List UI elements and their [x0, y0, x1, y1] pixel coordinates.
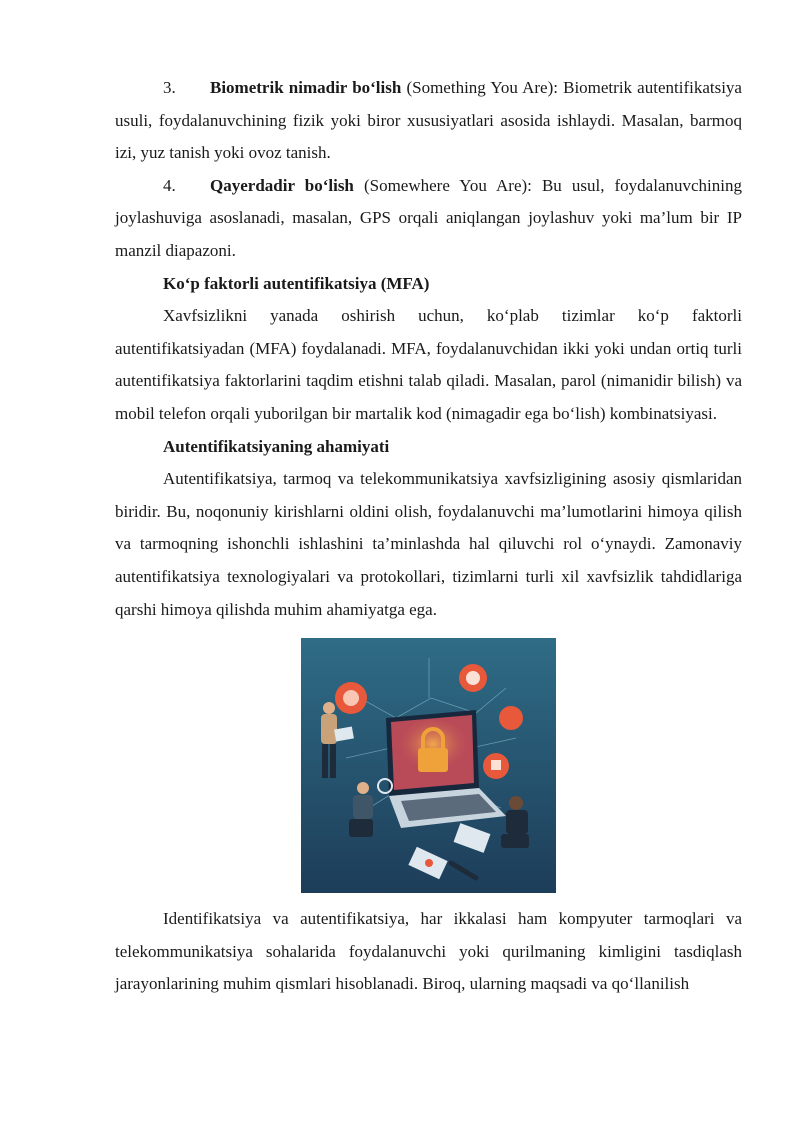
document-page	[115, 72, 742, 1001]
list-number: 3.	[163, 78, 176, 97]
section-heading: Ko‘p faktorli autentifikatsiya (MFA)	[163, 273, 430, 293]
section-paragraph: Xavfsizlikni yanada oshirish uchun, ko‘plab tizimlar ko‘p faktorli autentifikatsiyadan (MFA) foydalanadi. MFA, foydalanuvchidan ikki yoki undan ortiq turli autentifikatsiya faktorlarini taqdim etishni talab qiladi. Masalan, parol (nimanidir bilish) va mobil telefon orqali yuborilgan bir martalik kod (nimagadir ega bo‘lish) kombinatsiyasi.	[115, 306, 742, 423]
list-item	[115, 170, 742, 268]
security-illustration	[301, 638, 556, 893]
list-number: 4.	[163, 175, 176, 195]
lock-icon	[418, 748, 448, 772]
list-item	[115, 72, 742, 170]
closing-paragraph: Identifikatsiya va autentifikatsiya, har ikkalasi ham kompyuter tarmoqlari va telekommunikatsiya sohalarida foydalanuvchi yoki qurilmaning kimligini tasdiqlash jarayonlarining muhim qismlari hisoblanadi. Biroq, ularning maqsadi va qo‘llanilish	[115, 909, 742, 994]
list-text: (Something You Are): Biometrik autentifikatsiya usuli, foydalanuvchining fizik yoki biror xususiyatlari asosida ishlaydi. Masalan, barmoq izi, yuz tanish yoki ovoz tanish.	[115, 78, 742, 163]
list-term: Qayerdadir bo‘lish	[210, 175, 354, 195]
list-text: (Somewhere You Are): Bu usul, foydalanuvchining joylashuviga asoslanadi, masalan, GPS orqali aniqlangan joylashuv yoki ma’lum bir IP manzil diapazoni.	[115, 175, 742, 260]
section-paragraph: Autentifikatsiya, tarmoq va telekommunikatsiya xavfsizligining asosiy qismlaridan biridir. Bu, noqonuniy kirishlarni oldini olish, foydalanuvchi ma’lumotlarini himoya qilish va tarmoqning ishonchli ishlashini ta’minlashda hal qiluvchi rol o‘ynaydi. Zamonaviy autentifikatsiya texnologiyalari va protokollari, tizimlarni turli xil xavfsizlik tahdidlariga qarshi himoya qilishda muhim ahamiyatga ega.	[115, 469, 742, 619]
list-term: Biometrik nimadir bo‘lish	[210, 78, 402, 97]
section-heading: Autentifikatsiyaning ahamiyati	[163, 436, 390, 456]
